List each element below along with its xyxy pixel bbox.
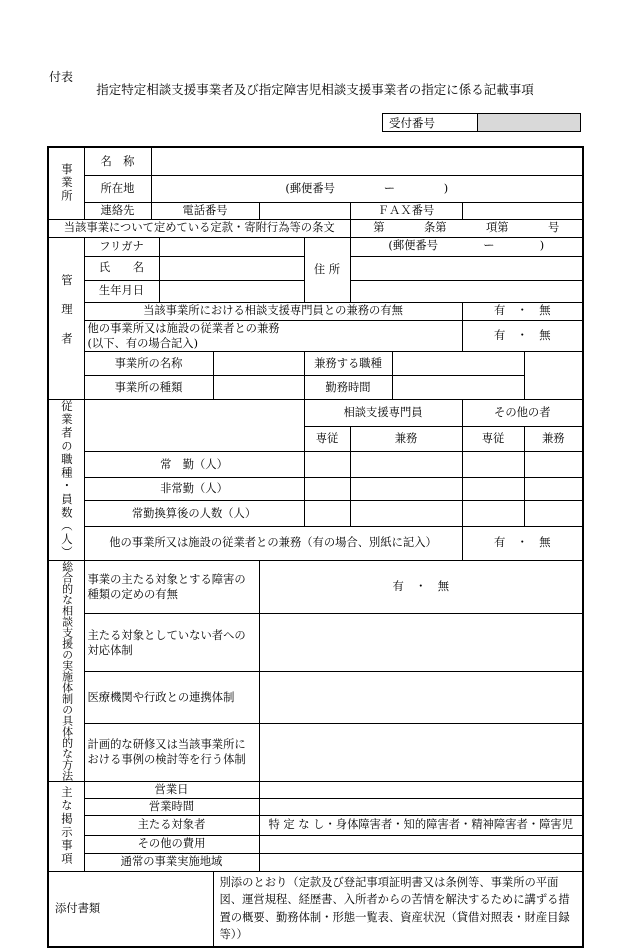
article-jou: 条第 [423, 221, 447, 235]
manager-concurrent-other-line1: 他の事業所又は施設の従業者との兼務 [87, 321, 280, 335]
appendix-label: 付表 [49, 70, 74, 84]
staff-specialist-header: 相談支援専門員 [304, 400, 462, 427]
manager-dob-label: 生年月日 [84, 280, 159, 302]
manager-furigana-label: フリガナ [84, 237, 159, 256]
items-target-choice[interactable]: 特 定 な し・身体障害者・知的障害者・精神障害者・障害児 [259, 815, 583, 835]
manager-concurrent-specialist-choice[interactable]: 有 ・ 無 [462, 302, 583, 320]
articles-label: 当該事業について定めている定款・寄附行為等の条文 [48, 219, 350, 237]
manager-address-field-2[interactable] [350, 280, 583, 302]
items-area-field[interactable] [259, 853, 583, 871]
staff-cell[interactable] [304, 500, 350, 526]
staff-specialist-concurrent-header: 兼務 [350, 426, 462, 452]
staff-specialist-fulltime-header: 専従 [304, 426, 350, 452]
system-item1-label: 事業の主たる対象とする障害の種類の定めの有無 [84, 560, 259, 614]
office-fax-label: ＦＡＸ番号 [350, 202, 462, 219]
manager-name-field[interactable] [159, 256, 304, 280]
system-item1-choice[interactable]: 有 ・ 無 [259, 560, 583, 614]
other-office-type-label: 事業所の種類 [84, 376, 213, 400]
receipt-number-label: 受付番号 [383, 114, 478, 132]
receipt-number-box [382, 113, 581, 132]
other-office-hours-label: 勤務時間 [304, 376, 392, 400]
items-business-days-field[interactable] [259, 781, 583, 798]
manager-name-label: 氏 名 [84, 256, 159, 280]
manager-address-field[interactable] [350, 256, 583, 280]
staff-cell[interactable] [524, 452, 583, 478]
office-section-label: 事業所 [48, 147, 84, 219]
manager-postal-field[interactable]: (郵便番号 ー ) [350, 237, 583, 256]
office-fax-field[interactable] [462, 202, 583, 219]
items-business-hours-label: 営業時間 [84, 798, 259, 815]
items-area-label: 通常の事業実施地域 [84, 853, 259, 871]
manager-concurrent-other-line2: (以下、有の場合記入) [87, 336, 198, 350]
staff-section-label: 従業者の職種・員数（人） [48, 400, 84, 561]
office-name-label: 名 称 [84, 147, 151, 175]
staff-cell[interactable] [524, 477, 583, 500]
application-form-table [47, 146, 584, 948]
staff-others-fulltime-header: 専従 [462, 426, 524, 452]
staff-cell[interactable] [304, 452, 350, 478]
staff-header-blank [84, 400, 304, 452]
items-business-days-label: 営業日 [84, 781, 259, 798]
items-fees-label: その他の費用 [84, 835, 259, 853]
office-contact-label: 連絡先 [84, 202, 151, 219]
other-office-name-label: 事業所の名称 [84, 352, 213, 376]
manager-furigana-field[interactable] [159, 237, 304, 256]
office-name-field[interactable] [151, 147, 583, 175]
items-fees-field[interactable] [259, 835, 583, 853]
items-business-hours-field[interactable] [259, 798, 583, 815]
system-item4-label: 計画的な研修又は当該事業所における事例の検討等を行う体制 [84, 723, 259, 781]
other-office-job-field[interactable] [392, 352, 524, 376]
system-item3-label: 医療機関や行政との連携体制 [84, 672, 259, 723]
system-item2-field[interactable] [259, 614, 583, 672]
staff-cell[interactable] [350, 500, 462, 526]
staff-cell[interactable] [462, 477, 524, 500]
staff-converted-row-label: 常勤換算後の人数（人） [84, 500, 304, 526]
office-address-label: 所在地 [84, 175, 151, 202]
staff-other-concurrent-label: 他の事業所又は施設の従業者との兼務（有の場合、別紙に記入） [84, 526, 462, 560]
staff-others-header: その他の者 [462, 400, 583, 427]
form-title: 指定特定相談支援事業者及び指定障害児相談支援事業者の指定に係る記載事項 [96, 82, 534, 97]
staff-cell[interactable] [524, 500, 583, 526]
staff-cell[interactable] [462, 500, 524, 526]
system-item4-field[interactable] [259, 723, 583, 781]
attachments-label: 添付書類 [48, 871, 213, 947]
manager-concurrent-other-choice[interactable]: 有 ・ 無 [462, 320, 583, 352]
staff-parttime-row-label: 非常勤（人） [84, 477, 304, 500]
staff-cell[interactable] [304, 477, 350, 500]
manager-dob-field[interactable] [159, 280, 304, 302]
other-office-hours-field[interactable] [392, 376, 524, 400]
items-section-label: 主な掲示事項 [48, 781, 84, 871]
staff-cell[interactable] [350, 452, 462, 478]
system-item3-field[interactable] [259, 672, 583, 723]
manager-concurrent-specialist-label: 当該事業所における相談支援専門員との兼務の有無 [84, 302, 462, 320]
article-gou: 号 [548, 221, 560, 235]
staff-cell[interactable] [350, 477, 462, 500]
staff-cell[interactable] [462, 452, 524, 478]
other-office-name-field[interactable] [213, 352, 304, 376]
article-dai: 第 [373, 221, 385, 235]
staff-fulltime-row-label: 常 勤（人） [84, 452, 304, 478]
manager-section-label: 管理者 [48, 237, 84, 400]
article-kou: 項第 [485, 221, 509, 235]
other-office-job-label: 兼務する職種 [304, 352, 392, 376]
receipt-number-field[interactable] [478, 114, 581, 132]
attachments-text: 別添のとおり（定款及び登記事項証明書又は条例等、事業所の平面図、運営規程、経歴書、入所者からの苦情を解決するために講ずる措置の概要、勤務体制・形態一覧表、資産状況（貸借対照表・財産目録等）） [213, 871, 583, 947]
manager-address-label: 住 所 [304, 237, 350, 302]
items-target-label: 主たる対象者 [84, 815, 259, 835]
office-phone-field[interactable] [259, 202, 350, 219]
manager-concurrent-other-label [84, 320, 462, 352]
staff-others-concurrent-header: 兼務 [524, 426, 583, 452]
articles-field[interactable] [350, 219, 583, 237]
other-office-type-field[interactable] [213, 376, 304, 400]
system-item2-label: 主たる対象としていない者への対応体制 [84, 614, 259, 672]
office-phone-label: 電話番号 [151, 202, 259, 219]
system-section-label: 総合的な相談支援の実施体制の具体的な方法 [48, 560, 84, 781]
staff-other-concurrent-choice[interactable]: 有 ・ 無 [462, 526, 583, 560]
office-postal-field[interactable]: (郵便番号 ー ) [151, 175, 583, 202]
